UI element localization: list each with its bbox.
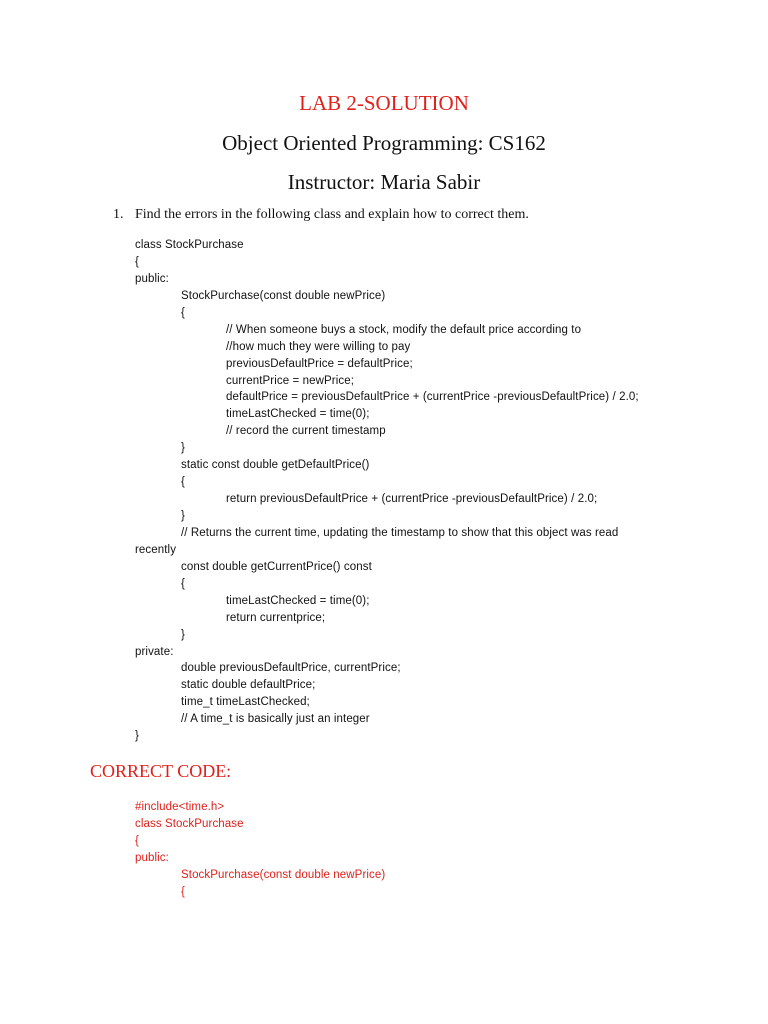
code-line: // A time_t is basically just an integer xyxy=(181,713,370,726)
code-line: static double defaultPrice; xyxy=(181,679,316,692)
code-line: public: xyxy=(135,851,169,864)
code-line: StockPurchase(const double newPrice) xyxy=(181,289,386,302)
code-line: StockPurchase(const double newPrice) xyxy=(181,868,386,881)
code-line: { xyxy=(181,577,185,590)
code-line: //how much they were willing to pay xyxy=(226,340,411,353)
code-line: #include<time.h> xyxy=(135,801,225,813)
question-1 xyxy=(113,206,529,223)
code-line: // record the current timestamp xyxy=(226,425,386,438)
correct-code-block xyxy=(135,799,385,901)
code-line: } xyxy=(135,730,139,743)
code-line: previousDefaultPrice = defaultPrice; xyxy=(226,357,413,370)
code-line: class StockPurchase xyxy=(135,817,244,830)
code-line: public: xyxy=(135,272,169,285)
code-line: time_t timeLastChecked; xyxy=(181,696,310,709)
code-line: static const double getDefaultPrice() xyxy=(181,459,370,472)
code-line: class StockPurchase xyxy=(135,239,244,251)
instructor-line: Instructor: Maria Sabir xyxy=(287,170,481,194)
code-line: { xyxy=(181,885,185,898)
question-text: Find the errors in the following class and explain how to correct them. xyxy=(135,207,529,222)
code-line: { xyxy=(181,476,185,489)
original-code-block xyxy=(135,237,639,745)
code-line: { xyxy=(135,255,139,268)
code-line: return previousDefaultPrice + (currentPrice -previousDefaultPrice) / 2.0; xyxy=(226,493,598,506)
course-title: Object Oriented Programming: CS162 xyxy=(222,131,546,155)
code-line: recently xyxy=(135,543,177,556)
code-line: { xyxy=(181,306,185,319)
correct-code-heading: CORRECT CODE: xyxy=(90,761,232,781)
code-line: double previousDefaultPrice, currentPrice; xyxy=(181,662,401,675)
code-line: { xyxy=(135,834,139,847)
code-line: } xyxy=(181,510,185,522)
code-line: timeLastChecked = time(0); xyxy=(226,594,370,607)
code-line: const double getCurrentPrice() const xyxy=(181,560,372,573)
code-line: // When someone buys a stock, modify the default price according to xyxy=(226,323,582,336)
code-line: return currentprice; xyxy=(226,611,326,624)
code-line: defaultPrice = previousDefaultPrice + (currentPrice -previousDefaultPrice) / 2.0; xyxy=(226,391,639,404)
code-line: private: xyxy=(135,645,174,658)
question-number: 1. xyxy=(113,207,124,222)
code-line: // Returns the current time, updating the timestamp to show that this object was read xyxy=(181,526,619,539)
lab-title: LAB 2-SOLUTION xyxy=(299,91,469,115)
code-line: currentPrice = newPrice; xyxy=(226,374,354,387)
code-line: } xyxy=(181,442,185,455)
code-line: } xyxy=(181,628,185,641)
code-line: timeLastChecked = time(0); xyxy=(226,408,370,421)
